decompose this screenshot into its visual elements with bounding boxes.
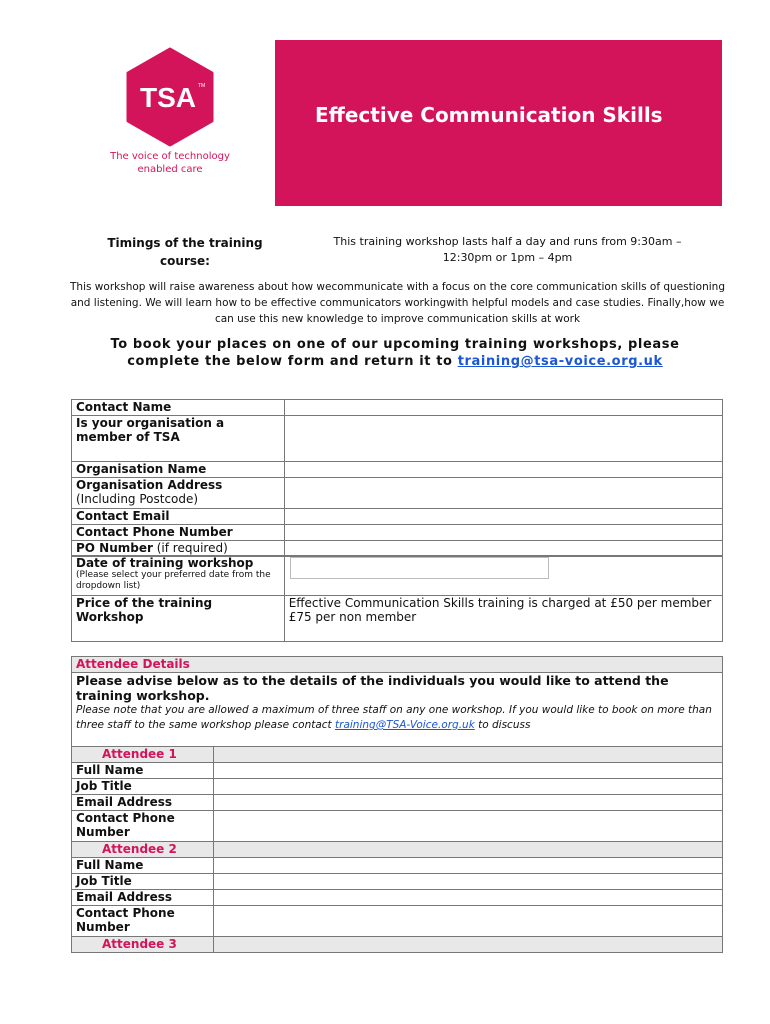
contact-email-field[interactable] xyxy=(284,509,722,525)
tsa-logo xyxy=(126,47,214,147)
date-label: Date of training workshop xyxy=(76,556,254,570)
attendee-1-email-label: Email Address xyxy=(72,795,214,811)
attendee-note-text: Please note that you are allowed a maximum of three staff on any one workshop. If you would like to book on more than three staff to the same workshop please contact xyxy=(76,704,712,731)
attendee-2-heading: Attendee 2 xyxy=(72,842,214,858)
attendee-1-job-label: Job Title xyxy=(72,779,214,795)
timing-text: This training workshop lasts half a day and runs from 9:30am – 12:30pm or 1pm – 4pm xyxy=(333,235,682,264)
attendee-heading: Attendee Details xyxy=(72,657,723,673)
attendee-2-name-field[interactable] xyxy=(213,858,722,874)
contact-phone-field[interactable] xyxy=(284,525,722,541)
attendee-table xyxy=(71,656,723,953)
org-address-field[interactable] xyxy=(284,478,722,509)
contact-name-field[interactable] xyxy=(284,400,722,416)
member-label: Is your organisation a member of TSA xyxy=(72,416,285,462)
attendee-1-name-field[interactable] xyxy=(213,763,722,779)
timing-label: Timings of the training course: xyxy=(107,236,263,268)
price-non-member: £75 per non member xyxy=(288,610,417,624)
logo-tm: TM xyxy=(198,83,206,89)
page-title: Effective Communication Skills xyxy=(315,103,663,127)
attendee-1-heading-blank xyxy=(213,747,722,763)
price-member: Effective Communication Skills training is charged at £50 per member xyxy=(288,596,712,610)
org-address-title: Organisation Address xyxy=(76,478,223,492)
attendee-note-email[interactable]: training@TSA-Voice.org.uk xyxy=(335,719,475,731)
attendee-instructions xyxy=(72,673,723,747)
member-field[interactable] xyxy=(284,416,722,462)
attendee-note-end: to discuss xyxy=(478,719,531,731)
attendee-2-job-field[interactable] xyxy=(213,874,722,890)
booking-instruction xyxy=(95,336,695,370)
org-name-label: Organisation Name xyxy=(72,462,285,478)
attendee-1-phone-label: Contact Phone Number xyxy=(72,811,214,842)
booking-email-link[interactable]: training@tsa-voice.org.uk xyxy=(457,354,663,369)
attendee-1-email-field[interactable] xyxy=(213,795,722,811)
attendee-1-phone-field[interactable] xyxy=(213,811,722,842)
attendee-2-heading-blank xyxy=(213,842,722,858)
attendee-2-email-label: Email Address xyxy=(72,890,214,906)
date-label-cell xyxy=(72,556,285,596)
attendee-2-job-label: Job Title xyxy=(72,874,214,890)
contact-name-label: Contact Name xyxy=(72,400,285,416)
contact-phone-label: Contact Phone Number xyxy=(72,525,285,541)
logo-tagline: The voice of technology enabled care xyxy=(110,151,230,175)
attendee-2-name-label: Full Name xyxy=(72,858,214,874)
attendee-3-heading-blank xyxy=(213,937,722,953)
attendee-2-email-field[interactable] xyxy=(213,890,722,906)
attendee-instruction: Please advise below as to the details of the individuals you would like to attend the training workshop. xyxy=(76,673,669,703)
org-address-label xyxy=(72,478,285,509)
price-text-cell xyxy=(284,596,722,642)
attendee-note xyxy=(76,703,718,733)
date-dropdown[interactable] xyxy=(290,557,549,579)
attendee-1-heading: Attendee 1 xyxy=(72,747,214,763)
attendee-1-job-field[interactable] xyxy=(213,779,722,795)
attendee-2-phone-field[interactable] xyxy=(213,906,722,937)
po-number-note: (if required) xyxy=(156,541,228,555)
po-number-title: PO Number xyxy=(76,541,153,555)
org-name-field[interactable] xyxy=(284,462,722,478)
intro-paragraph: This workshop will raise awareness about how wecommunicate with a focus on the core communication skills of questioning and listening. We will learn how to be effective communicators workingwith helpful models and case studies. Finally,how we can use this new knowledge to improve communication skills at work xyxy=(70,281,725,325)
price-label: Price of the training Workshop xyxy=(72,596,285,642)
logo-text: TSA xyxy=(140,82,196,113)
attendee-2-phone-label: Contact Phone Number xyxy=(72,906,214,937)
postcode-note: (Including Postcode) xyxy=(76,492,199,506)
contact-form-table xyxy=(71,399,723,557)
contact-email-label: Contact Email xyxy=(72,509,285,525)
attendee-3-heading: Attendee 3 xyxy=(72,937,214,953)
date-hint: (Please select your preferred date from the dropdown list) xyxy=(76,570,271,591)
booking-text: To book your places on one of our upcoming training workshops, please complete the below form and return it to xyxy=(110,337,680,369)
attendee-1-name-label: Full Name xyxy=(72,763,214,779)
